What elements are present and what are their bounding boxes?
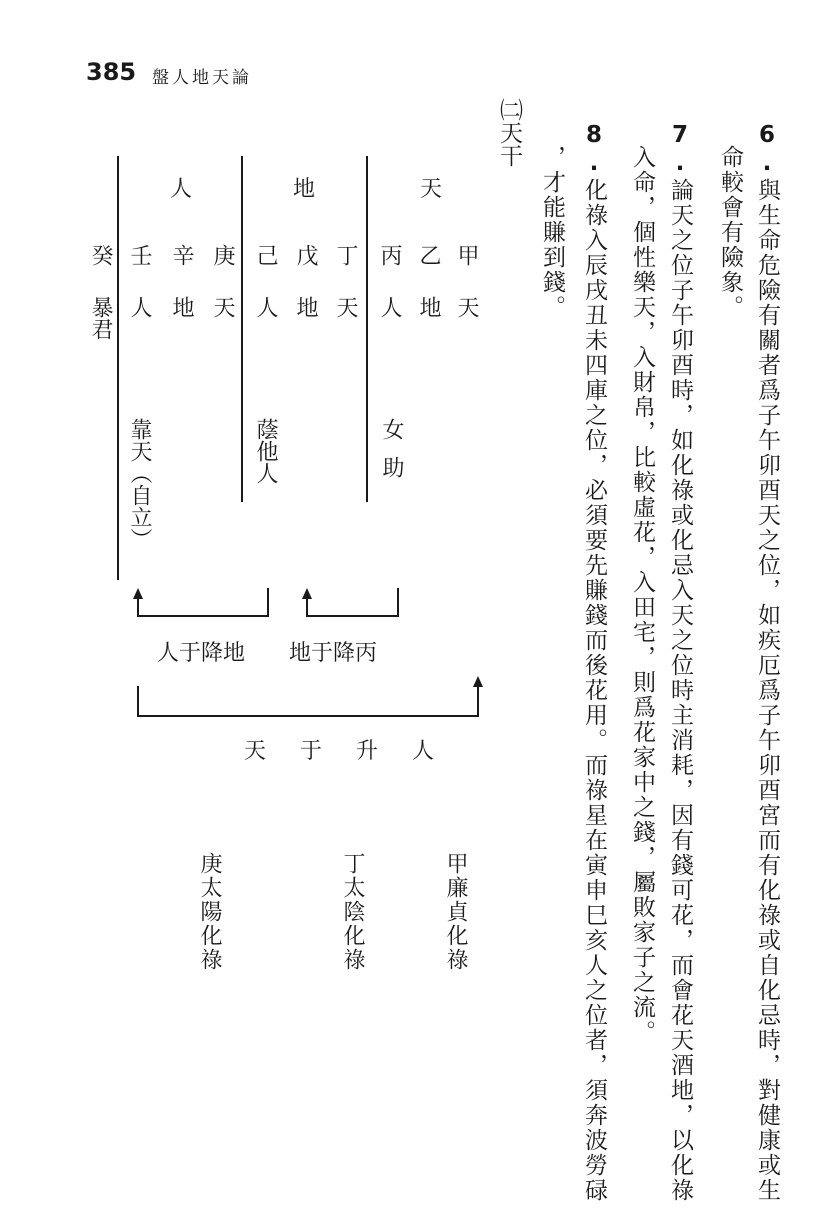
page-title: 盤人地天論 xyxy=(152,68,252,88)
group-head-di: 地 xyxy=(293,177,316,202)
hualu-geng: 庚太陽化祿 xyxy=(197,852,222,972)
item-6-line-1: 6.與生命危險有關者爲子午卯酉天之位，如疾厄爲子午卯酉宮而有化祿或自化忌時，對健康或生 xyxy=(754,122,780,1203)
table-cell: 丁天 xyxy=(333,244,358,318)
note-yin-ta-ren: 蔭他人 xyxy=(253,418,278,484)
item-6-line-2: 命較會有險象。 xyxy=(717,145,743,320)
page-number: 385 xyxy=(86,58,137,86)
item-7-number: 7. xyxy=(667,122,693,178)
hualu-ding: 丁太陰化祿 xyxy=(340,852,365,972)
item-7-line-1: 7.論天之位子午卯酉時，如化祿或化忌入天之位時主消耗，因有錢可花，而會花天酒地，以化祿 xyxy=(667,122,693,1203)
item-7-line-2: 入命，個性樂天，入財帛，比較虛花，入田宅，則爲花家中之錢，屬敗家子之流。 xyxy=(629,145,655,1045)
item-8-line-2: ，才能賺到錢。 xyxy=(539,145,565,320)
table-cell: 乙地 xyxy=(416,244,441,318)
table-cell: 辛地 xyxy=(169,244,194,318)
table-cell: 癸暴君 xyxy=(88,244,113,340)
item-6-number: 6. xyxy=(754,122,780,178)
table-cell: 戊地 xyxy=(293,244,318,318)
hualu-jia: 甲廉貞化祿 xyxy=(443,852,468,972)
group-head-ren: 人 xyxy=(170,177,193,202)
note-kao-tian-zi-li: 靠天（自立） xyxy=(127,418,152,550)
table-cell: 壬人 xyxy=(127,244,152,318)
table-cell: 己人 xyxy=(253,244,278,318)
table-cell: 庚天 xyxy=(210,244,235,318)
item-8-line-1: 8.化祿入辰戌丑未四庫之位，必須要先賺錢而後花用。而祿星在寅申巳亥人之位者，須奔波勞碌 xyxy=(581,122,607,1203)
item-8-number: 8. xyxy=(581,122,607,178)
note-nu-zhu: 女助 xyxy=(379,418,404,494)
section-heading: ㈡天干 xyxy=(496,98,522,167)
group-head-tian: 天 xyxy=(420,177,443,202)
table-cell: 丙人 xyxy=(377,244,402,318)
caption-di-to-bing: 地于降丙 xyxy=(289,641,378,666)
table-cell: 甲天 xyxy=(454,244,479,318)
caption-ren-to-di: 人于降地 xyxy=(157,641,246,666)
caption-tian-to-ren: 天 于 升 人 xyxy=(244,739,441,764)
